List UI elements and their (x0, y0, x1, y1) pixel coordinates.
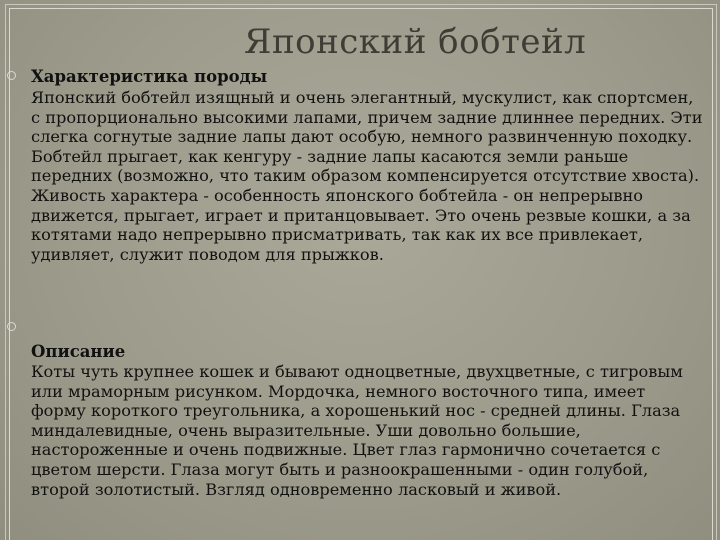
section-heading-description: Описание (31, 342, 126, 361)
section-text-characteristics: Японский бобтейл изящный и очень элегантный, мускулист, как спортсмен, с пропорционально высокими лапами, причем задние длиннее передних. Эти слегка согнутые задние лапы дают особую, немного развинченную походку. Бобтейл прыгает, как кенгуру - задние лапы касаются земли раньше передних (возможно, что таким образом компенсируется отсутствие хвоста). Живость характера - особенность японского бобтейла - он непрерывно движется, прыгает, играет и пританцовывает. Это очень резвые кошки, а за котятами надо непрерывно присматривать, так как их все привлекает, удивляет, служит поводом для прыжков. (31, 88, 703, 264)
bullet-icon (7, 322, 16, 331)
slide-title: Японский бобтейл (244, 22, 587, 62)
section-text-description: Коты чуть крупнее кошек и бывают одноцветные, двухцветные, с тигровым или мраморным рисунком. Мордочка, немного восточного типа, имеет форму короткого треугольника, а хорошенький нос - средней длины. Глаза миндалевидные, очень выразительные. Уши довольно большие, настороженные и очень подвижные. Цвет глаз гармонично сочетается с цветом шерсти. Глаза могут быть и разноокрашенными - один голубой, второй золотистый. Взгляд одновременно ласковый и живой. (31, 362, 683, 499)
bullet-icon (7, 71, 16, 80)
section-heading-characteristics: Характеристика породы (31, 67, 268, 86)
